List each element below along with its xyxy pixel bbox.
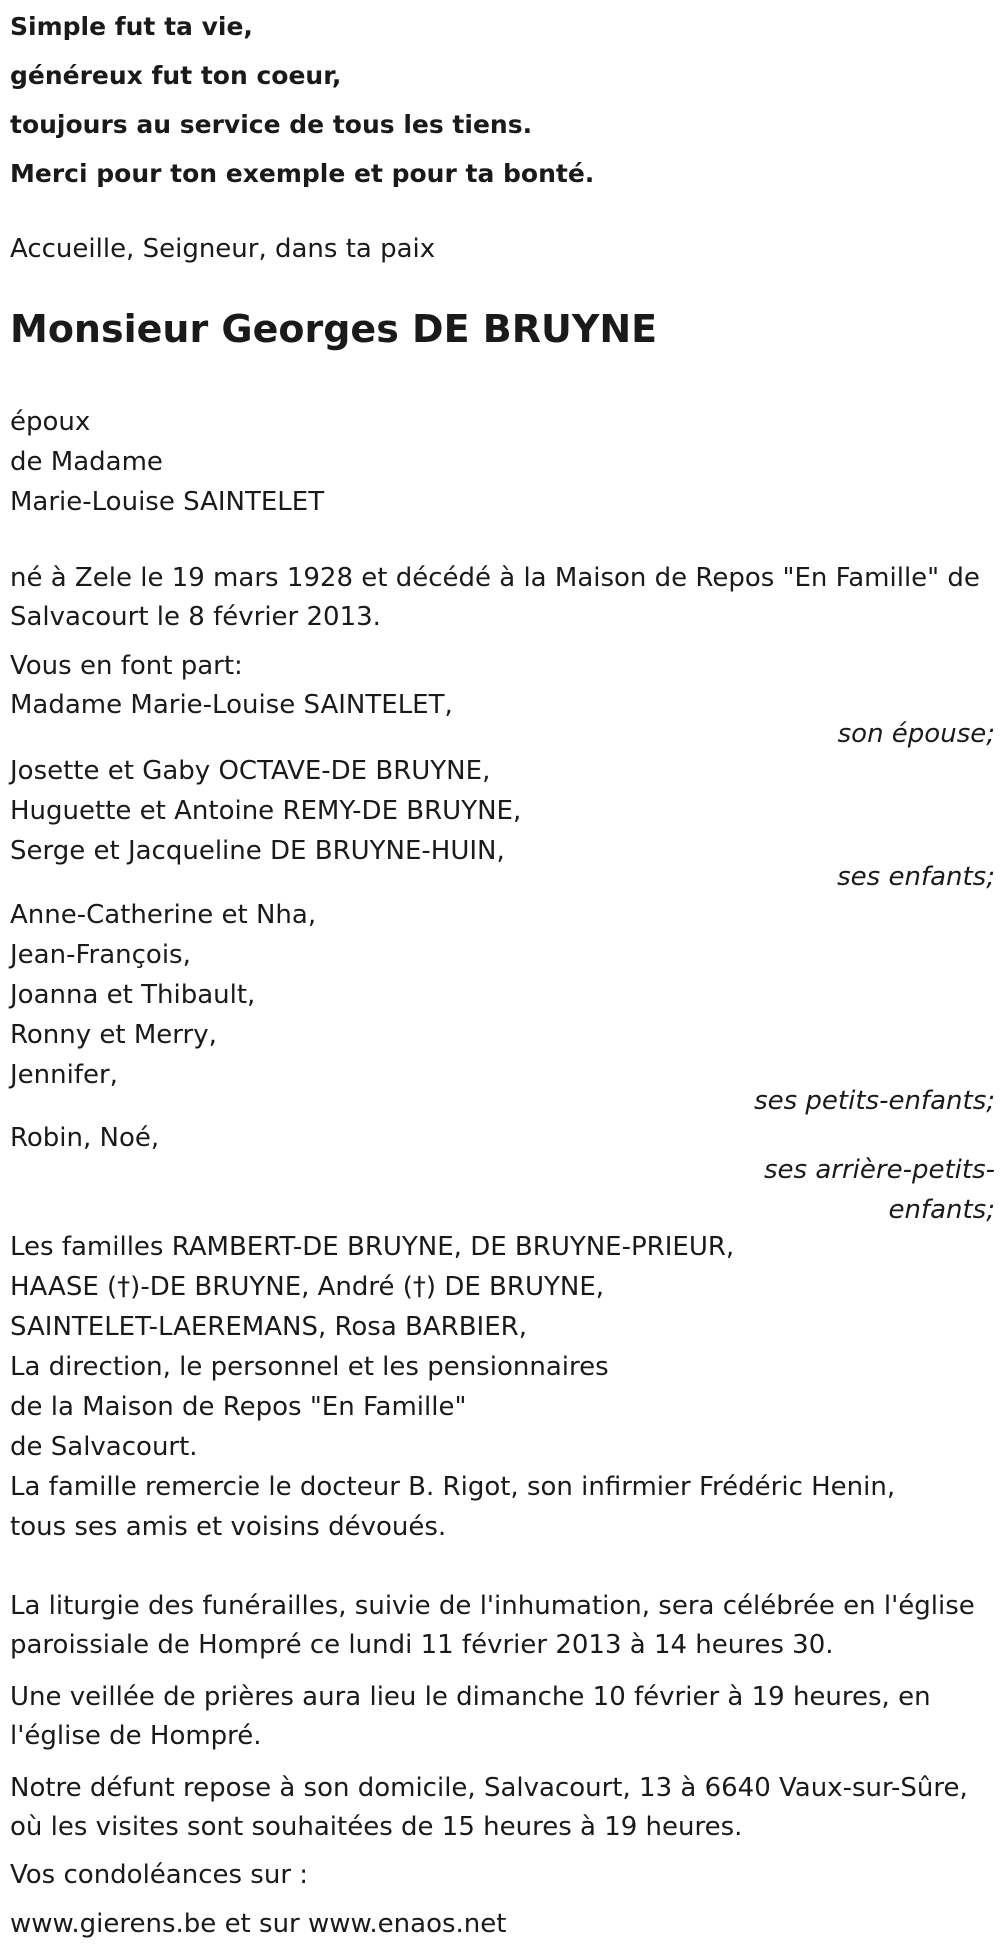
poem <box>10 2 594 198</box>
role-grandchildren: ses petits-enfants; <box>754 1086 995 1116</box>
grandchildren-list <box>10 895 316 1095</box>
birth-death-text: né à Zele le 19 mars 1928 et décédé à la Maison de Repos "En Famille" de Salvacourt le 8 février 2013. <box>10 563 980 632</box>
list-item: Anne-Catherine et Nha, <box>10 900 317 930</box>
list-item: Ronny et Merry, <box>10 1020 217 1050</box>
list-item: tous ses amis et voisins dévoués. <box>10 1512 447 1542</box>
role-line: enfants; <box>888 1195 995 1225</box>
spouse-line: époux <box>10 407 91 437</box>
role-line: ses arrière-petits- <box>764 1155 995 1185</box>
list-item: La direction, le personnel et les pensionnaires <box>10 1352 609 1382</box>
poem-line: Merci pour ton exemple et pour ta bonté. <box>10 159 595 188</box>
spouse-name: Madame Marie-Louise SAINTELET, <box>10 690 453 720</box>
spouse-line: Marie-Louise SAINTELET <box>10 487 325 517</box>
poem-line: généreux fut ton coeur, <box>10 61 342 90</box>
role-great-grandchildren <box>764 1150 995 1230</box>
list-item: Jennifer, <box>10 1060 118 1090</box>
other-mourners <box>10 1227 895 1547</box>
list-item: Josette et Gaby OCTAVE-DE BRUYNE, <box>10 756 491 786</box>
role-spouse: son épouse; <box>837 719 995 749</box>
poem-line: toujours au service de tous les tiens. <box>10 110 533 139</box>
prayer-line: Accueille, Seigneur, dans ta paix <box>10 234 436 264</box>
condolences-label: Vos condoléances sur : <box>10 1860 309 1890</box>
list-item: Joanna et Thibault, <box>10 980 256 1010</box>
great-grandchildren-names: Robin, Noé, <box>10 1123 160 1153</box>
list-item: La famille remercie le docteur B. Rigot, son infirmier Frédéric Henin, <box>10 1472 896 1502</box>
list-item: de Salvacourt. <box>10 1432 198 1462</box>
condolences-sites: www.gierens.be et sur www.enaos.net <box>10 1909 507 1939</box>
list-item: HAASE (†)-DE BRUYNE, André (†) DE BRUYNE, <box>10 1272 605 1302</box>
list-item: Huguette et Antoine REMY-DE BRUYNE, <box>10 796 522 826</box>
visits-text: Notre défunt repose à son domicile, Salvacourt, 13 à 6640 Vaux-sur-Sûre, où les visites sont souhaitées de 15 heures à 19 heures. <box>10 1773 968 1842</box>
vigil-text: Une veillée de prières aura lieu le dimanche 10 février à 19 heures, en l'église de Hompré. <box>10 1682 931 1751</box>
poem-line: Simple fut ta vie, <box>10 12 253 41</box>
list-item: Les familles RAMBERT-DE BRUYNE, DE BRUYNE-PRIEUR, <box>10 1232 735 1262</box>
deceased-name: Monsieur Georges DE BRUYNE <box>10 307 658 351</box>
list-item: Serge et Jacqueline DE BRUYNE-HUIN, <box>10 836 505 866</box>
role-children: ses enfants; <box>837 862 995 892</box>
list-item: Jean-François, <box>10 940 191 970</box>
list-item: de la Maison de Repos "En Famille" <box>10 1392 467 1422</box>
list-item: SAINTELET-LAEREMANS, Rosa BARBIER, <box>10 1312 527 1342</box>
announce-intro: Vous en font part: <box>10 651 243 681</box>
children-list <box>10 751 521 871</box>
spouse-info <box>10 402 324 522</box>
spouse-line: de Madame <box>10 447 163 477</box>
funeral-text: La liturgie des funérailles, suivie de l'inhumation, sera célébrée en l'église paroissiale de Hompré ce lundi 11 février 2013 à 14 heures 30. <box>10 1591 975 1660</box>
